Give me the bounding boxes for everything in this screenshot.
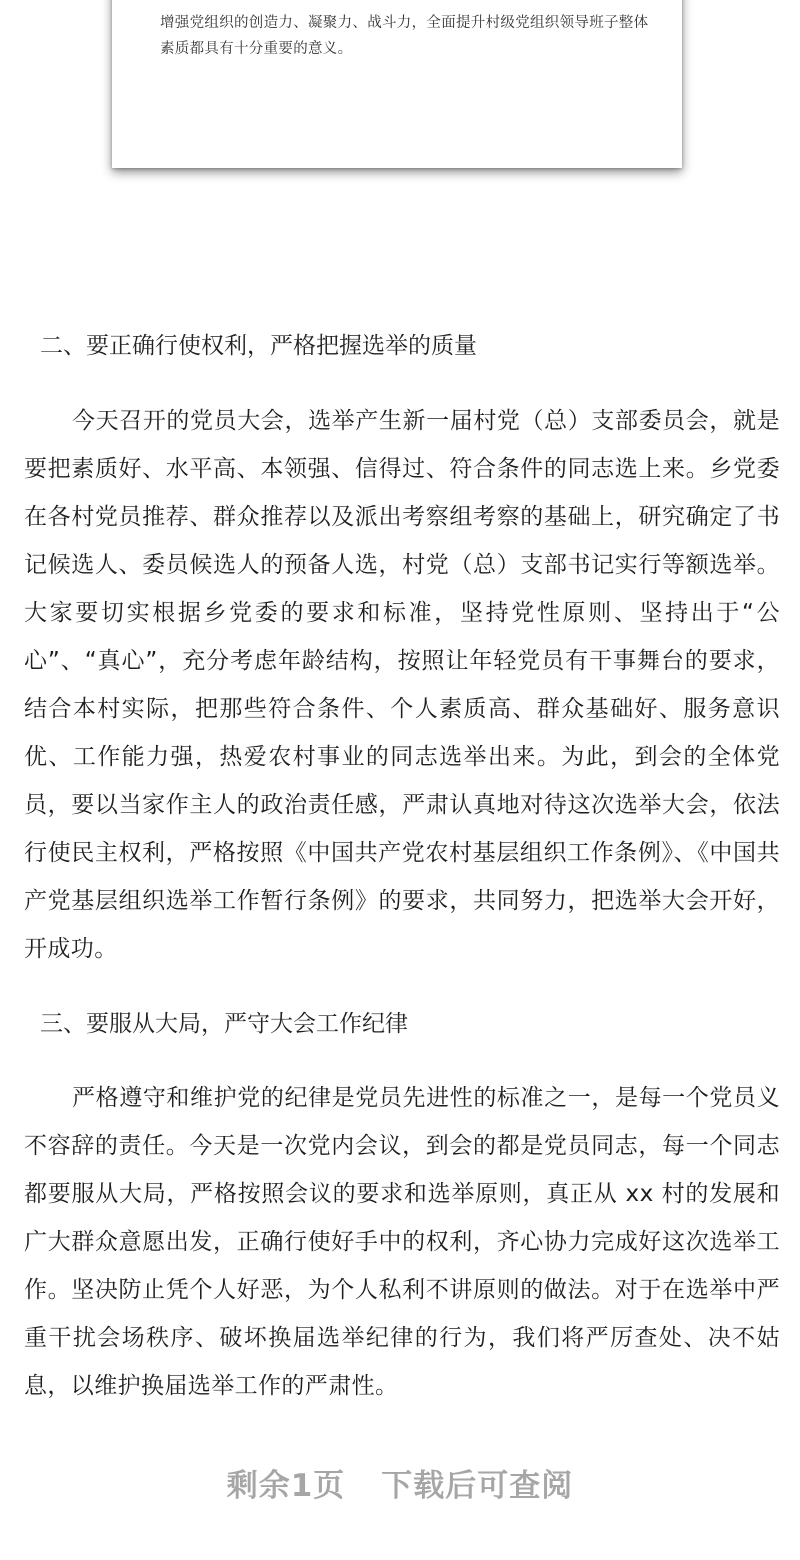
section-3-paragraph: 严格遵守和维护党的纪律是党员先进性的标准之一，是每一个党员义不容辞的责任。今天是一次党内会议，到会的都是党员同志，每一个同志都要服从大局，严格按照会议的要求和选举原则，真正从 xx 村的发展和广大群众意愿出发，正确行使好手中的权利，齐心协力完成好这次选举工作。坚决防止凭个人好恶，为个人私利不讲原则的做法。对于在选举中严重干扰会场秩序、破坏换届选举纪律的行为，我们将严厉查处、决不姑息，以维护换届选举工作的严肃性。	[24, 1085, 780, 1399]
card-text: 增强党组织的创造力、凝聚力、战斗力，全面提升村级党组织领导班子整体素质都具有十分重要的意义。	[160, 15, 649, 57]
download-prompt[interactable]	[0, 1460, 800, 1505]
preview-card	[112, 0, 682, 168]
remaining-pages-label: 剩余1页	[226, 1468, 346, 1504]
section-3-heading: 三、要服从大局，严守大会工作纪律	[40, 1011, 408, 1037]
download-to-view-label: 下载后可查阅	[381, 1468, 574, 1504]
section-2-paragraph: 今天召开的党员大会，选举产生新一届村党（总）支部委员会，就是要把素质好、水平高、本领强、信得过、符合条件的同志选上来。乡党委在各村党员推荐、群众推荐以及派出考察组考察的基础上，研究确定了书记候选人、委员候选人的预备人选，村党（总）支部书记实行等额选举。大家要切实根据乡党委的要求和标准，坚持党性原则、坚持出于“公心”、“真心”，充分考虑年龄结构，按照让年轻党员有干事舞台的要求，结合本村实际，把那些符合条件、个人素质高、群众基础好、服务意识优、工作能力强，热爱农村事业的同志选举出来。为此，到会的全体党员，要以当家作主人的政治责任感，严肃认真地对待这次选举大会，依法行使民主权利，严格按照《中国共产党农村基层组织工作条例》、《中国共产党基层组织选举工作暂行条例》的要求，共同努力，把选举大会开好，开成功。	[24, 408, 780, 962]
section-2-heading: 二、要正确行使权利，严格把握选举的质量	[40, 333, 477, 359]
